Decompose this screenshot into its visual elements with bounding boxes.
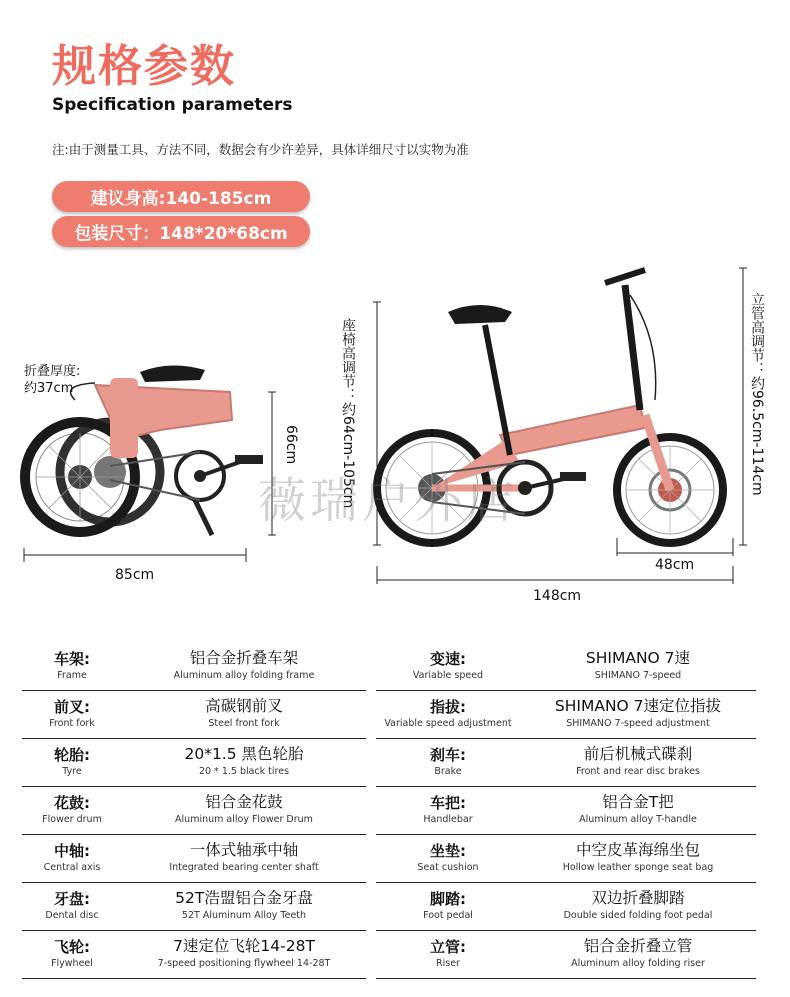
spec-label <box>376 930 520 970</box>
spec-label-en: Front fork <box>49 718 95 729</box>
spec-label-cn: 指拔: <box>430 698 466 716</box>
spec-value-cn: 一体式轴承中轴 <box>189 841 299 859</box>
spec-value <box>122 786 366 826</box>
spec-label-cn: 车把: <box>430 794 466 812</box>
spec-value-en: Aluminum alloy T-handle <box>579 814 697 825</box>
spec-label <box>376 834 520 874</box>
spec-label-cn: 变速: <box>430 650 466 668</box>
spec-value <box>520 642 756 682</box>
spec-value-cn: 7速定位飞轮14-28T <box>173 937 315 955</box>
spec-row <box>376 834 756 883</box>
wheelbase-part-label: 48cm <box>655 557 695 573</box>
spec-label-en: Handlebar <box>423 814 473 825</box>
spec-value-cn: 20*1.5 黑色轮胎 <box>184 745 304 763</box>
spec-label-cn: 轮胎: <box>54 746 90 764</box>
spec-label <box>376 786 520 826</box>
spec-row <box>376 690 756 739</box>
spec-value-en: Aluminum alloy Flower Drum <box>175 814 313 825</box>
spec-label-cn: 车架: <box>54 650 90 668</box>
spec-row <box>376 786 756 835</box>
spec-value-en: SHIMANO 7-speed <box>594 670 682 681</box>
spec-label <box>22 930 122 970</box>
spec-label-en: Tyre <box>62 766 82 777</box>
spec-label-en: Dental disc <box>45 910 99 921</box>
spec-label-en: Flywheel <box>51 958 93 969</box>
spec-value-en: 20 * 1.5 black tires <box>198 766 290 777</box>
spec-label-en: Brake <box>434 766 462 777</box>
shop-watermark: 薇瑞户外店 <box>258 473 519 529</box>
spec-label <box>376 690 520 730</box>
spec-row <box>22 690 366 739</box>
spec-value-en: Double sided folding foot pedal <box>563 910 713 921</box>
spec-value-en: Aluminum alloy folding frame <box>173 670 315 681</box>
spec-row <box>376 642 756 691</box>
spec-label <box>22 882 122 922</box>
spec-value <box>122 882 366 922</box>
spec-label-cn: 前叉: <box>54 698 90 716</box>
spec-label-en: Frame <box>57 670 87 681</box>
fold-thickness-value: 约37cm <box>24 381 74 396</box>
spec-label-cn: 坐垫: <box>430 842 466 860</box>
spec-row <box>376 930 756 979</box>
spec-row <box>22 834 366 883</box>
spec-label-cn: 脚踏: <box>430 890 466 908</box>
folded-length-label: 85cm <box>115 567 155 583</box>
spec-value <box>520 834 756 874</box>
spec-label-en: Seat cushion <box>417 862 479 873</box>
spec-value-en: 7-speed positioning flywheel 14-28T <box>157 958 331 969</box>
spec-label-en: Flower drum <box>42 814 102 825</box>
page-subtitle: Specification parameters <box>52 95 293 115</box>
spec-row <box>22 786 366 835</box>
spec-value-en: Hollow leather sponge seat bag <box>562 862 714 873</box>
spec-value <box>520 930 756 970</box>
spec-value-cn: 中空皮革海绵坐包 <box>575 841 700 859</box>
fold-thickness-label: 折叠厚度: <box>24 364 81 379</box>
folded-height-label: 66cm <box>283 425 299 465</box>
spec-label <box>376 738 520 778</box>
spec-value-cn: 前后机械式碟刹 <box>583 745 693 763</box>
spec-label-cn: 牙盘: <box>54 890 90 908</box>
spec-value-en: Steel front fork <box>208 718 280 729</box>
spec-label-en: Riser <box>436 958 460 969</box>
spec-value-en: Integrated bearing center shaft <box>169 862 319 873</box>
spec-label-cn: 花鼓: <box>54 794 90 812</box>
seat-height-label: 座椅高调节：约64cm-105cm <box>340 318 356 509</box>
spec-value <box>122 690 366 730</box>
spec-label-en: Variable speed <box>412 670 484 681</box>
spec-label <box>22 690 122 730</box>
spec-value-cn: 铝合金花鼓 <box>205 793 283 811</box>
spec-value-cn: SHIMANO 7速定位指拔 <box>554 697 722 715</box>
spec-value-cn: 铝合金T把 <box>602 793 674 811</box>
spec-value <box>122 642 366 682</box>
spec-label <box>22 738 122 778</box>
spec-row <box>22 930 366 979</box>
stem-height-label: 立管高调节：约96.5cm-114cm <box>749 292 765 496</box>
spec-row <box>22 642 366 691</box>
spec-label-cn: 飞轮: <box>54 938 90 956</box>
spec-value-en: Front and rear disc brakes <box>576 766 700 777</box>
spec-value <box>520 738 756 778</box>
unfolded-length-label: 148cm <box>533 588 582 604</box>
spec-label-en: Foot pedal <box>423 910 473 921</box>
spec-value-cn: 高碳钢前叉 <box>205 697 283 715</box>
recommended-height-badge: 建议身高:140-185cm <box>52 181 310 212</box>
spec-row <box>22 882 366 931</box>
spec-label <box>22 642 122 682</box>
spec-label <box>376 882 520 922</box>
spec-row <box>376 738 756 787</box>
spec-label-en: Variable speed adjustment <box>384 718 512 729</box>
spec-value-en: 52T Aluminum Alloy Teeth <box>181 910 307 921</box>
spec-label <box>22 834 122 874</box>
spec-label-en: Central axis <box>43 862 101 873</box>
spec-value <box>122 834 366 874</box>
spec-value <box>520 882 756 922</box>
spec-label-cn: 中轴: <box>54 842 90 860</box>
package-size-badge: 包装尺寸：148*20*68cm <box>52 216 310 247</box>
spec-value <box>122 930 366 970</box>
page-title: 规格参数 <box>52 41 236 92</box>
spec-value-en: Aluminum alloy folding riser <box>571 958 705 969</box>
spec-value-en: SHIMANO 7-speed adjustment <box>566 718 710 729</box>
spec-label-cn: 立管: <box>430 938 466 956</box>
spec-value <box>122 738 366 778</box>
spec-label <box>376 642 520 682</box>
spec-value-cn: 52T浩盟铝合金牙盘 <box>175 889 313 907</box>
spec-label-cn: 刹车: <box>430 746 466 764</box>
spec-row <box>376 882 756 931</box>
spec-label <box>22 786 122 826</box>
spec-value <box>520 786 756 826</box>
spec-row <box>22 738 366 787</box>
spec-value-cn: SHIMANO 7速 <box>585 649 691 667</box>
spec-value-cn: 铝合金折叠立管 <box>583 937 693 955</box>
spec-value-cn: 双边折叠脚踏 <box>591 889 685 907</box>
measurement-note: 注:由于测量工具、方法不同，数据会有少许差异，具体详细尺寸以实物为准 <box>52 142 469 157</box>
spec-value-cn: 铝合金折叠车架 <box>189 649 299 667</box>
spec-value <box>520 690 756 730</box>
